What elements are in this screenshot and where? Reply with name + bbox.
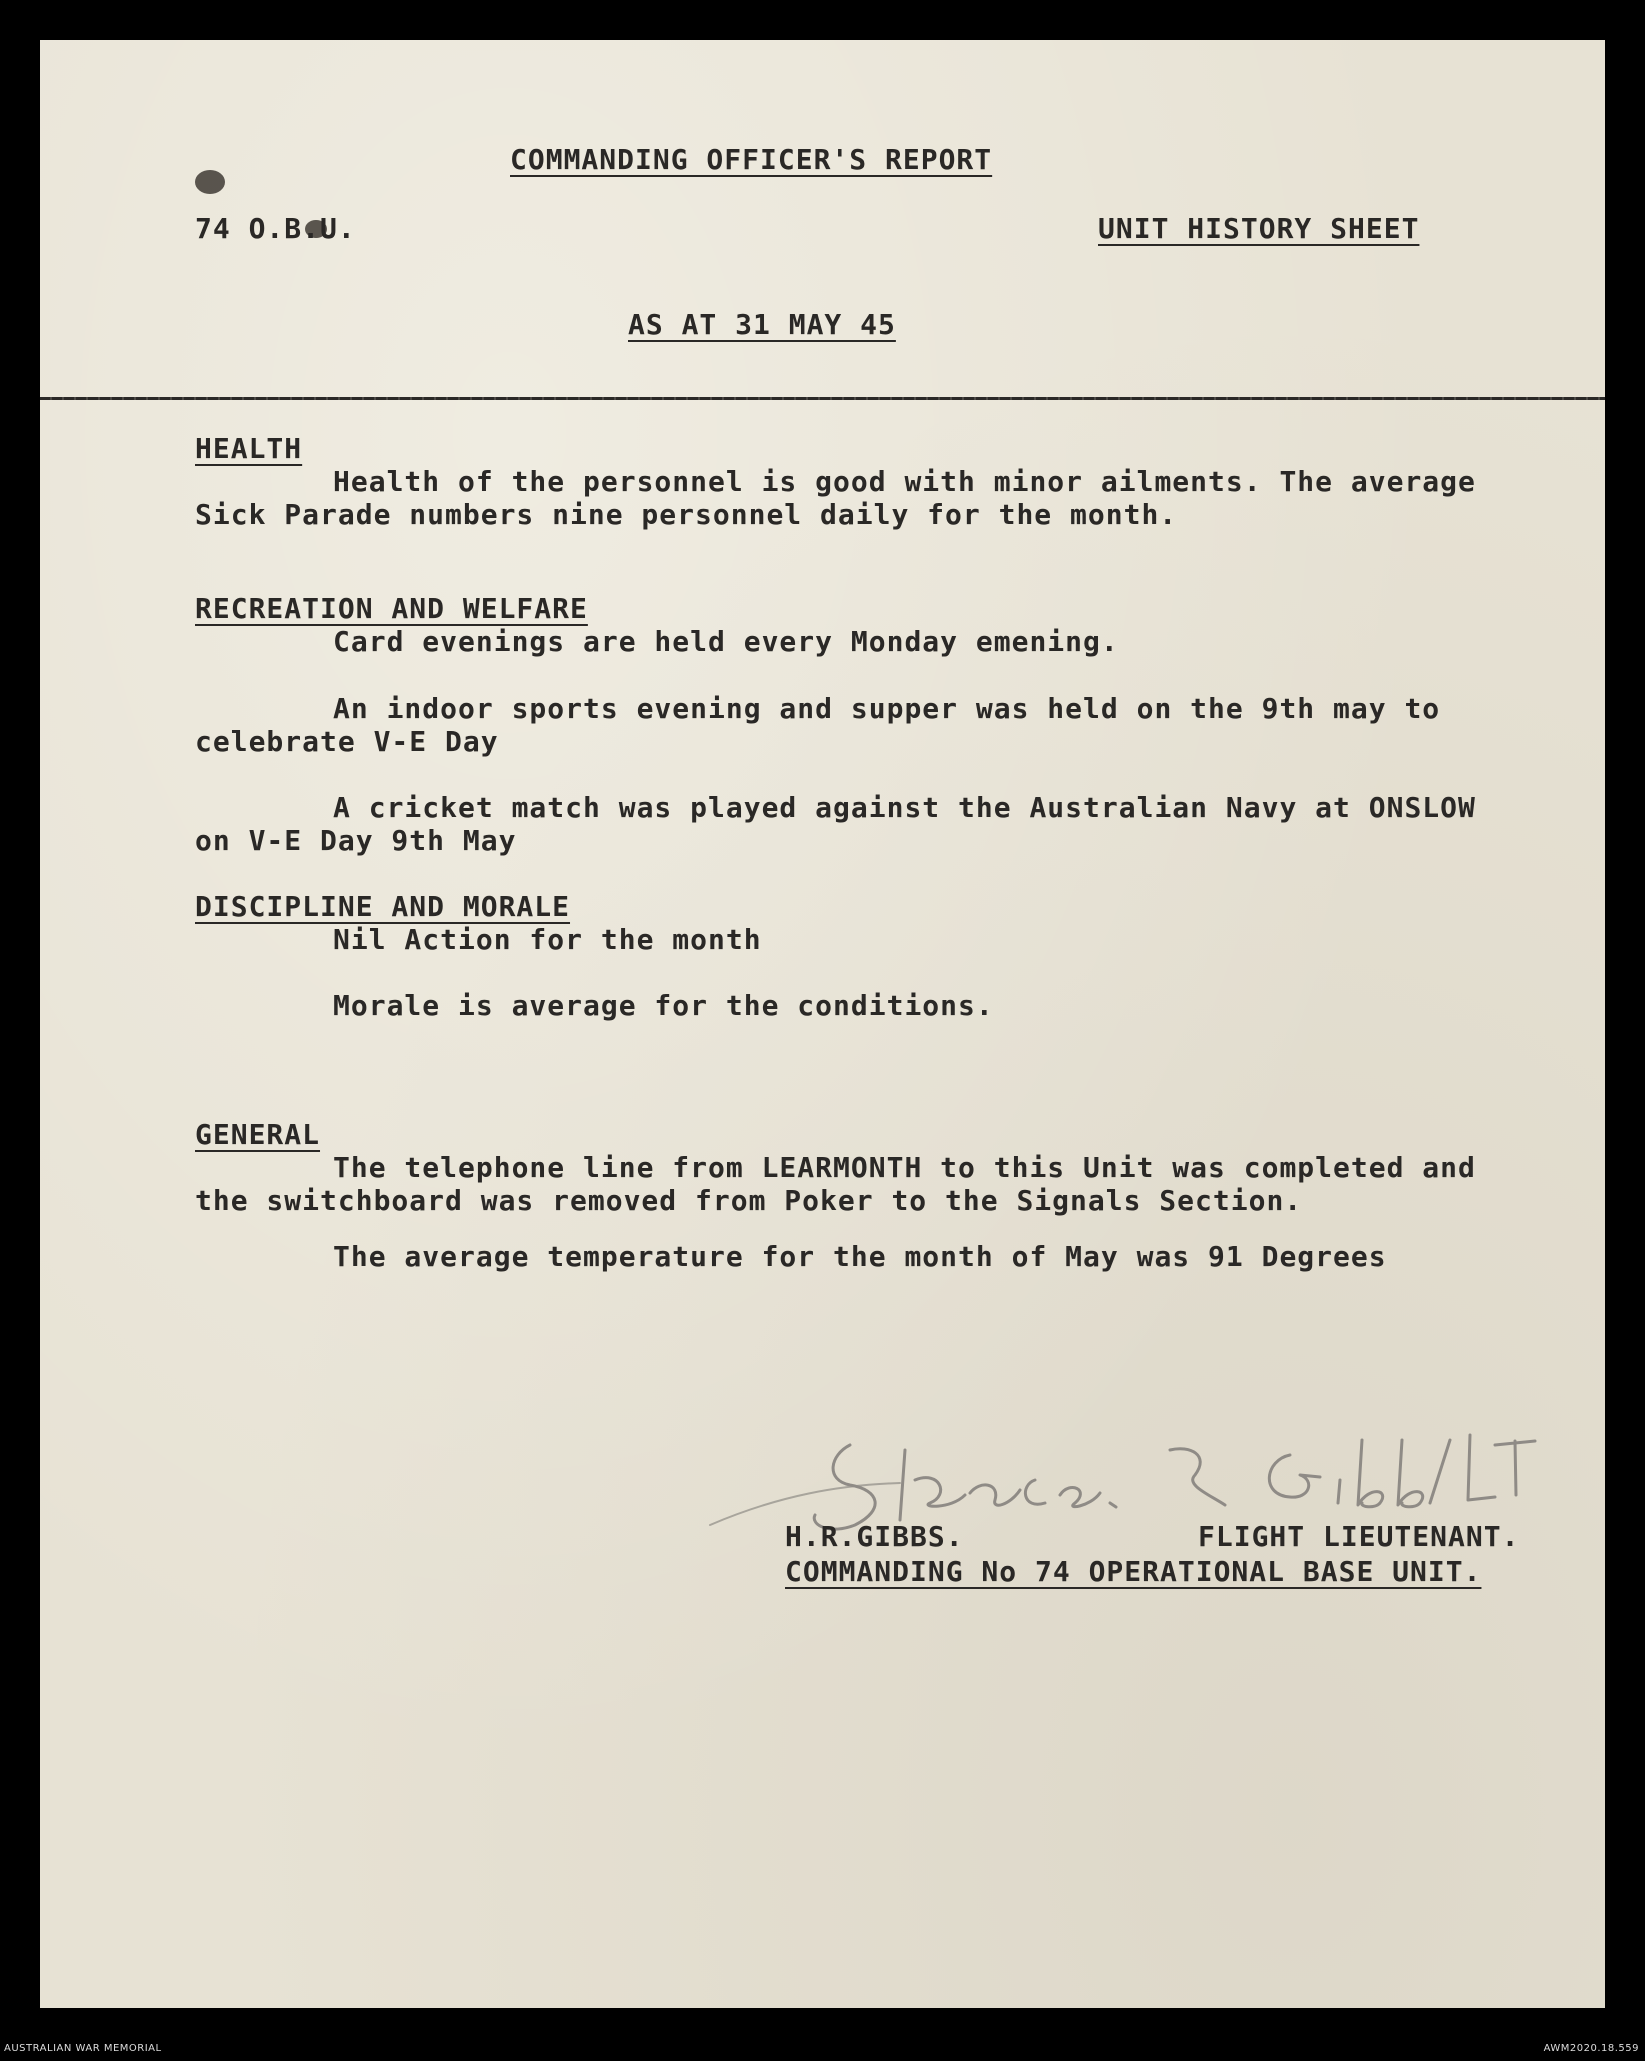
health-text-line: Health of the personnel is good with minor ailments. The average xyxy=(333,465,1476,498)
signatory-rank: FLIGHT LIEUTENANT. xyxy=(1198,1520,1520,1553)
discipline-text-line: Nil Action for the month xyxy=(333,923,762,956)
header-divider xyxy=(40,397,1605,400)
health-text-line: Sick Parade numbers nine personnel daily for the month. xyxy=(195,498,1178,531)
general-section xyxy=(195,1118,1476,1217)
recreation-text-line: on V-E Day 9th May xyxy=(195,824,517,857)
general-text-line: the switchboard was removed from Poker to the Signals Section. xyxy=(195,1184,1303,1217)
recreation-text-line: An indoor sports evening and supper was held on the 9th may to xyxy=(333,692,1441,725)
general-text-line: The telephone line from LEARMONTH to this Unit was completed and xyxy=(333,1151,1476,1184)
signatory-name: H.R.GIBBS. xyxy=(785,1520,964,1553)
report-title: COMMANDING OFFICER'S REPORT xyxy=(510,143,993,176)
section-heading-recreation: RECREATION AND WELFARE xyxy=(195,592,588,625)
section-heading-general: GENERAL xyxy=(195,1118,321,1151)
recreation-paragraph xyxy=(195,692,1440,758)
general-paragraph xyxy=(195,1240,1387,1273)
unit-code: 74 O.B.U. xyxy=(195,212,356,245)
punch-hole-mark xyxy=(195,170,225,194)
signatory-command: COMMANDING No 74 OPERATIONAL BASE UNIT. xyxy=(785,1555,1482,1588)
recreation-text-line: celebrate V-E Day xyxy=(195,725,499,758)
discipline-paragraph xyxy=(195,989,994,1022)
recreation-text-line: A cricket match was played against the Australian Navy at ONSLOW xyxy=(333,791,1476,824)
footer-accession-number: AWM2020.18.559 xyxy=(1543,2043,1639,2054)
document-page xyxy=(40,40,1605,2008)
footer-institution: AUSTRALIAN WAR MEMORIAL xyxy=(4,2043,162,2054)
general-text-line: The average temperature for the month of May was 91 Degrees xyxy=(333,1240,1387,1273)
recreation-paragraph xyxy=(195,791,1476,857)
discipline-text-line: Morale is average for the conditions. xyxy=(333,989,994,1022)
section-heading-discipline: DISCIPLINE AND MORALE xyxy=(195,890,571,923)
discipline-section xyxy=(195,890,762,956)
section-heading-health: HEALTH xyxy=(195,432,303,465)
sheet-label: UNIT HISTORY SHEET xyxy=(1098,212,1420,245)
date-line: AS AT 31 MAY 45 xyxy=(628,308,896,341)
recreation-section xyxy=(195,592,1119,658)
recreation-text-line: Card evenings are held every Monday emening. xyxy=(333,625,1119,658)
health-section xyxy=(195,432,1476,531)
